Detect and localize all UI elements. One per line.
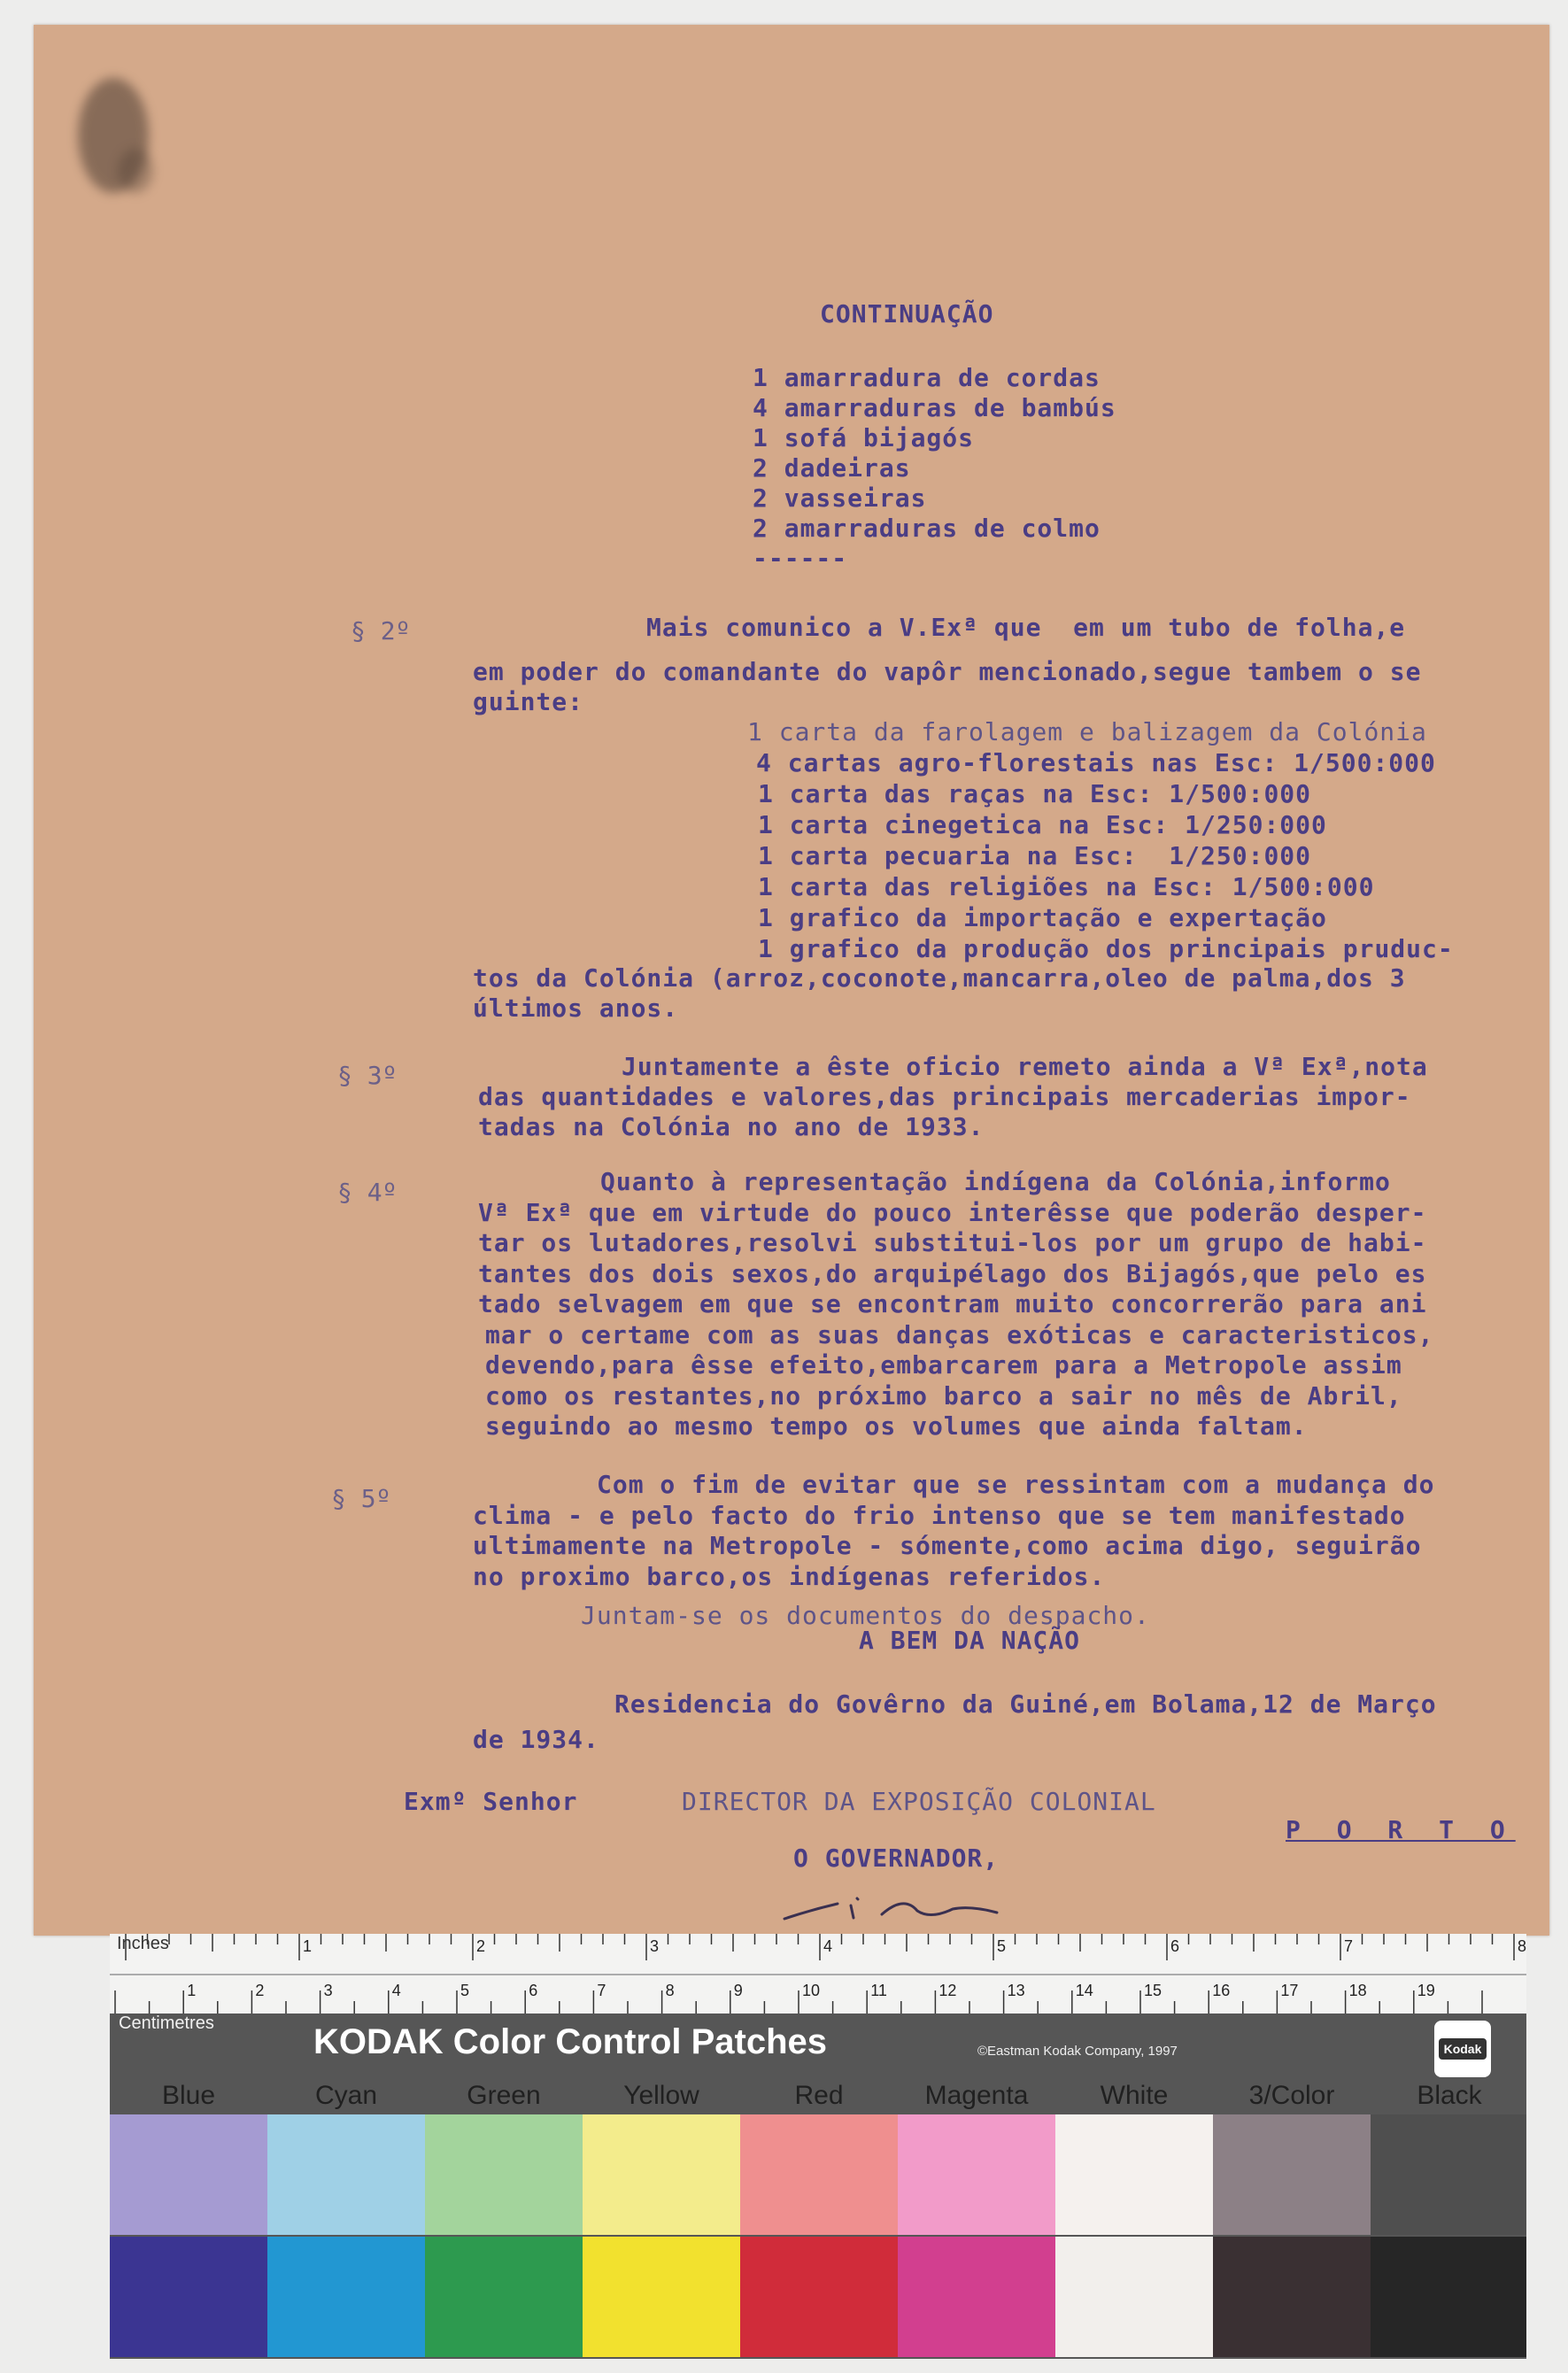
addressee-salutation: Exmº Senhor bbox=[404, 1787, 578, 1816]
kodak-logo-text: Kodak bbox=[1439, 2038, 1487, 2060]
patch-label: Green bbox=[467, 2081, 541, 2110]
color-patch-bottom bbox=[740, 2237, 898, 2357]
color-patch-top bbox=[425, 2114, 583, 2235]
list-item: 1 carta pecuaria na Esc: 1/250:000 bbox=[758, 841, 1312, 870]
paragraph-line: das quantidades e valores,das principais mercaderias impor- bbox=[478, 1082, 1411, 1111]
date-line: de 1934. bbox=[473, 1725, 599, 1754]
ruler-inch-number: 1 bbox=[303, 1937, 313, 1955]
kodak-color-target bbox=[110, 1934, 1526, 2359]
ruler-cm-number: 15 bbox=[1144, 1982, 1162, 1999]
patch-label: 3/Color bbox=[1248, 2081, 1335, 2110]
paragraph-line: Mais comunico a V.Exª que em um tubo de folha,e bbox=[646, 613, 1406, 642]
addressee-city: P O R T O bbox=[1286, 1815, 1516, 1844]
ruler-centimetres-label: Centimetres bbox=[119, 2014, 214, 2033]
patch-labels bbox=[110, 2081, 1526, 2113]
paragraph-line: tar os lutadores,resolvi substitui-los por um grupo de habi- bbox=[478, 1228, 1427, 1257]
patch-label: Red bbox=[794, 2081, 844, 2110]
color-patch-top bbox=[740, 2114, 898, 2235]
ruler-cm-number: 17 bbox=[1280, 1982, 1299, 1999]
ruler-inch-number: 2 bbox=[476, 1937, 486, 1955]
patch-label: Black bbox=[1417, 2081, 1482, 2110]
ruler-ticks bbox=[110, 1934, 1526, 2014]
documents-line: Juntam-se os documentos do despacho. bbox=[581, 1601, 1150, 1630]
color-patch-bottom bbox=[1055, 2237, 1213, 2357]
paragraph-line: em poder do comandante do vapôr mencionado,segue tambem o se bbox=[473, 657, 1422, 686]
ruler-inch-number: 3 bbox=[650, 1937, 660, 1955]
kodak-title: KODAK Color Control Patches bbox=[313, 2022, 828, 2061]
color-patch-top bbox=[1371, 2114, 1526, 2235]
list-item: 1 carta das religiões na Esc: 1/500:000 bbox=[758, 872, 1375, 901]
color-patch-bottom bbox=[1213, 2237, 1371, 2357]
list-item: 1 grafico da produção dos principais pruduc- bbox=[758, 934, 1454, 963]
ruler-cm-number: 6 bbox=[529, 1982, 538, 1999]
color-patch-top bbox=[898, 2114, 1055, 2235]
paragraph-line: Juntamente a êste oficio remeto ainda a Vª Exª,nota bbox=[622, 1052, 1428, 1081]
color-patch-bottom bbox=[898, 2237, 1055, 2357]
patch-label: Yellow bbox=[623, 2081, 699, 2110]
paragraph-line: devendo,para êsse efeito,embarcarem para a Metropole assim bbox=[485, 1350, 1402, 1380]
color-patch-top bbox=[583, 2114, 740, 2235]
color-patch-bottom bbox=[110, 2237, 267, 2357]
paragraph-line: ultimamente na Metropole - sómente,como acima digo, seguirão bbox=[473, 1531, 1422, 1560]
color-patch-bottom bbox=[583, 2237, 740, 2357]
ruler-cm-number: 3 bbox=[323, 1982, 333, 1999]
ruler-cm-number: 7 bbox=[597, 1982, 606, 1999]
ruler-cm-number: 18 bbox=[1348, 1982, 1367, 1999]
list-item: 4 cartas agro-florestais nas Esc: 1/500:000 bbox=[756, 748, 1436, 777]
color-patch-top bbox=[110, 2114, 267, 2235]
list-item: 1 grafico da importação e expertação bbox=[758, 903, 1327, 932]
ruler-cm-number: 19 bbox=[1417, 1982, 1435, 1999]
color-patch-bottom bbox=[1371, 2237, 1526, 2357]
signatory-title: O GOVERNADOR, bbox=[793, 1844, 1000, 1873]
list-item: 1 carta das raças na Esc: 1/500:000 bbox=[758, 779, 1312, 808]
list-item: 4 amarraduras de bambús bbox=[753, 393, 1116, 422]
ruler-cm-number: 12 bbox=[938, 1982, 957, 1999]
ruler-cm-number: 1 bbox=[187, 1982, 197, 1999]
list-item: 1 sofá bijagós bbox=[753, 423, 975, 452]
ruler-inch-number: 6 bbox=[1170, 1937, 1180, 1955]
ink-stain bbox=[118, 149, 153, 193]
color-patch-top bbox=[1213, 2114, 1371, 2235]
ruler-cm-number: 11 bbox=[870, 1982, 887, 1999]
ruler-inches-label: Inches bbox=[117, 1934, 169, 1953]
paragraph-line: últimos anos. bbox=[473, 993, 679, 1023]
kodak-logo-icon bbox=[1434, 2021, 1491, 2077]
ruler-cm-number: 5 bbox=[460, 1982, 470, 1999]
ruler-cm-number: 9 bbox=[733, 1982, 743, 1999]
ruler-cm-number: 13 bbox=[1007, 1982, 1025, 1999]
date-line: Residencia do Govêrno da Guiné,em Bolama,12 de Março bbox=[614, 1689, 1437, 1719]
section-number: § 2º bbox=[351, 616, 411, 645]
paragraph-line: tantes dos dois sexos,do arquipélago dos Bijagós,que pelo es bbox=[478, 1258, 1427, 1288]
ruler-cm-number: 10 bbox=[802, 1982, 821, 1999]
paragraph-line: clima - e pelo facto do frio intenso que se tem manifestado bbox=[473, 1500, 1406, 1530]
paragraph-line: seguindo ao mesmo tempo os volumes que ainda faltam. bbox=[485, 1411, 1308, 1441]
document-page bbox=[34, 25, 1549, 1936]
paragraph-line: no proximo barco,os indígenas referidos. bbox=[473, 1561, 1106, 1591]
addressee-title: DIRECTOR DA EXPOSIÇÃO COLONIAL bbox=[682, 1787, 1156, 1816]
ruler-inch-number: 4 bbox=[823, 1937, 833, 1955]
color-patch-bottom bbox=[425, 2237, 583, 2357]
paragraph-line: tadas na Colónia no ano de 1933. bbox=[478, 1112, 985, 1141]
paragraph-line: Quanto à representação indígena da Colónia,informo bbox=[600, 1167, 1391, 1196]
list-item: 1 carta cinegetica na Esc: 1/250:000 bbox=[758, 810, 1327, 839]
section-number: § 5º bbox=[331, 1484, 391, 1513]
ruler-inch-number: 7 bbox=[1344, 1937, 1354, 1955]
patch-label: Cyan bbox=[314, 2081, 378, 2110]
patch-label: White bbox=[1100, 2081, 1169, 2110]
section-number: § 4º bbox=[337, 1178, 398, 1207]
paragraph-line: guinte: bbox=[473, 687, 584, 716]
ruler-cm-number: 2 bbox=[255, 1982, 265, 1999]
ruler-inch-number: 5 bbox=[997, 1937, 1007, 1955]
paragraph-line: tado selvagem em que se encontram muito concorrerão para ani bbox=[478, 1289, 1427, 1318]
color-patch-bottom bbox=[267, 2237, 425, 2357]
paragraph-line: mar o certame com as suas danças exóticas e caracteristicos, bbox=[485, 1319, 1434, 1349]
continuation-header: CONTINUAÇÃO bbox=[820, 299, 994, 329]
color-patches bbox=[110, 2114, 1526, 2359]
patch-label: Magenta bbox=[924, 2081, 1029, 2110]
section-number: § 3º bbox=[337, 1061, 398, 1090]
ruler-cm-number: 14 bbox=[1075, 1982, 1093, 1999]
ruler-inch-number: 8 bbox=[1518, 1937, 1526, 1955]
color-patch-top bbox=[1055, 2114, 1213, 2235]
list-item: 2 dadeiras bbox=[753, 453, 911, 483]
list-item: 2 vasseiras bbox=[753, 483, 927, 513]
ruler-cm-number: 8 bbox=[665, 1982, 675, 1999]
ruler-cm-number: 16 bbox=[1212, 1982, 1231, 1999]
kodak-copyright: ©Eastman Kodak Company, 1997 bbox=[977, 2044, 1178, 2059]
closing-motto: A BEM DA NAÇÃO bbox=[859, 1626, 1081, 1655]
color-patch-top bbox=[267, 2114, 425, 2235]
list-item: 1 carta da farolagem e balizagem da Colónia bbox=[747, 717, 1427, 746]
patch-label: Blue bbox=[161, 2081, 216, 2110]
paragraph-line: tos da Colónia (arroz,coconote,mancarra,oleo de palma,dos 3 bbox=[473, 963, 1406, 993]
paragraph-line: como os restantes,no próximo barco a sair no mês de Abril, bbox=[485, 1380, 1402, 1411]
paragraph-line: Vª Exª que em virtude do pouco interêsse que poderão desper- bbox=[478, 1197, 1427, 1227]
list-item: ------ bbox=[753, 544, 848, 573]
list-item: 2 amarraduras de colmo bbox=[753, 514, 1101, 543]
list-item: 1 amarradura de cordas bbox=[753, 363, 1101, 392]
signature bbox=[776, 1879, 1006, 1932]
ruler bbox=[110, 1934, 1526, 2014]
paragraph-line: Com o fim de evitar que se ressintam com a mudança do bbox=[597, 1470, 1435, 1499]
ruler-cm-number: 4 bbox=[391, 1982, 401, 1999]
